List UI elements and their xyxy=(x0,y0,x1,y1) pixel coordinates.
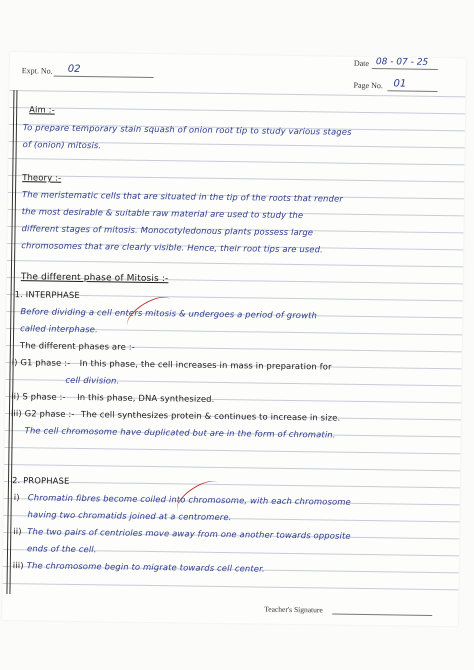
prophase-marker: ii) xyxy=(13,526,22,537)
theory-line: different stages of mitosis. Monocotyledonous plants possess large xyxy=(21,223,314,238)
g2-line: The cell synthesizes protein & continues to increase in size. xyxy=(80,409,341,423)
notebook-page xyxy=(2,52,466,626)
theory-line: the most desirable & suitable raw material are used to study the xyxy=(21,206,304,221)
prophase-line: Chromatin fibres become coiled into chromosome, with each chromosome xyxy=(27,492,351,507)
ruled-line xyxy=(4,464,460,471)
date-label: Date xyxy=(353,58,370,69)
prophase-line: ends of the cell. xyxy=(27,543,97,555)
s-line: In this phase, DNA synthesized. xyxy=(77,391,215,404)
ruled-line xyxy=(5,396,461,403)
expt-underline xyxy=(54,76,154,78)
ruled-line xyxy=(9,158,465,165)
ruled-line xyxy=(4,481,460,488)
theory-line: The meristematic cells that are situated in the tip of the roots that render xyxy=(21,189,343,204)
expt-label: Expt. No. xyxy=(21,66,53,76)
aim-heading: Aim :- xyxy=(29,104,55,115)
interphase-title: 1. INTERPHASE xyxy=(14,289,80,300)
theory-heading: Theory :- xyxy=(22,172,62,183)
g1-line: cell division. xyxy=(65,374,120,386)
ruled-line xyxy=(3,583,459,590)
prophase-marker: iii) xyxy=(12,560,24,571)
ruled-line xyxy=(8,175,464,182)
g2-line: The cell chromosome have duplicated but are in the form of chromatin. xyxy=(24,425,336,440)
page-underline xyxy=(387,90,437,92)
ruled-line xyxy=(9,107,465,114)
g1-line: In this phase, the cell increases in mass in preparation for xyxy=(79,358,332,372)
page-label: Page No. xyxy=(353,80,383,91)
ruled-line xyxy=(7,260,463,267)
signature-underline xyxy=(332,614,432,616)
g2-marker: iii) G2 phase :- xyxy=(10,408,75,419)
s-marker: ii) S phase :- xyxy=(11,391,66,402)
interphase-line: The different phases are :- xyxy=(19,340,135,352)
date-underline xyxy=(372,68,438,70)
prophase-line: having two chromatids joined at a centromere. xyxy=(27,509,232,523)
teacher-signature-label: Teacher's Signature xyxy=(264,604,323,615)
prophase-title: 2. PROPHASE xyxy=(11,475,70,486)
page-value: 01 xyxy=(393,78,407,90)
theory-line: chromosomes that are clearly visible. Hence, their root tips are used. xyxy=(21,240,324,255)
aim-line: To prepare temporary stain squash of onion root tip to study various stages xyxy=(22,122,352,137)
prophase-marker: i) xyxy=(13,492,20,503)
aim-line: of (onion) mitosis. xyxy=(22,139,102,151)
prophase-line: The two pairs of centrioles move away from one another towards opposite xyxy=(27,526,351,541)
phases-heading: The different phase of Mitosis :- xyxy=(20,272,169,285)
ruled-line xyxy=(4,447,460,454)
interphase-line: Before dividing a cell enters mitosis & undergoes a period of growth xyxy=(20,306,318,321)
prophase-line: The chromosome begin to migrate towards cell center. xyxy=(26,560,265,574)
expt-value: 02 xyxy=(67,63,81,75)
interphase-line: called interphase. xyxy=(20,323,98,335)
date-value: 08 - 07 - 25 xyxy=(375,57,429,68)
g1-marker: i) G1 phase :- xyxy=(11,357,71,368)
